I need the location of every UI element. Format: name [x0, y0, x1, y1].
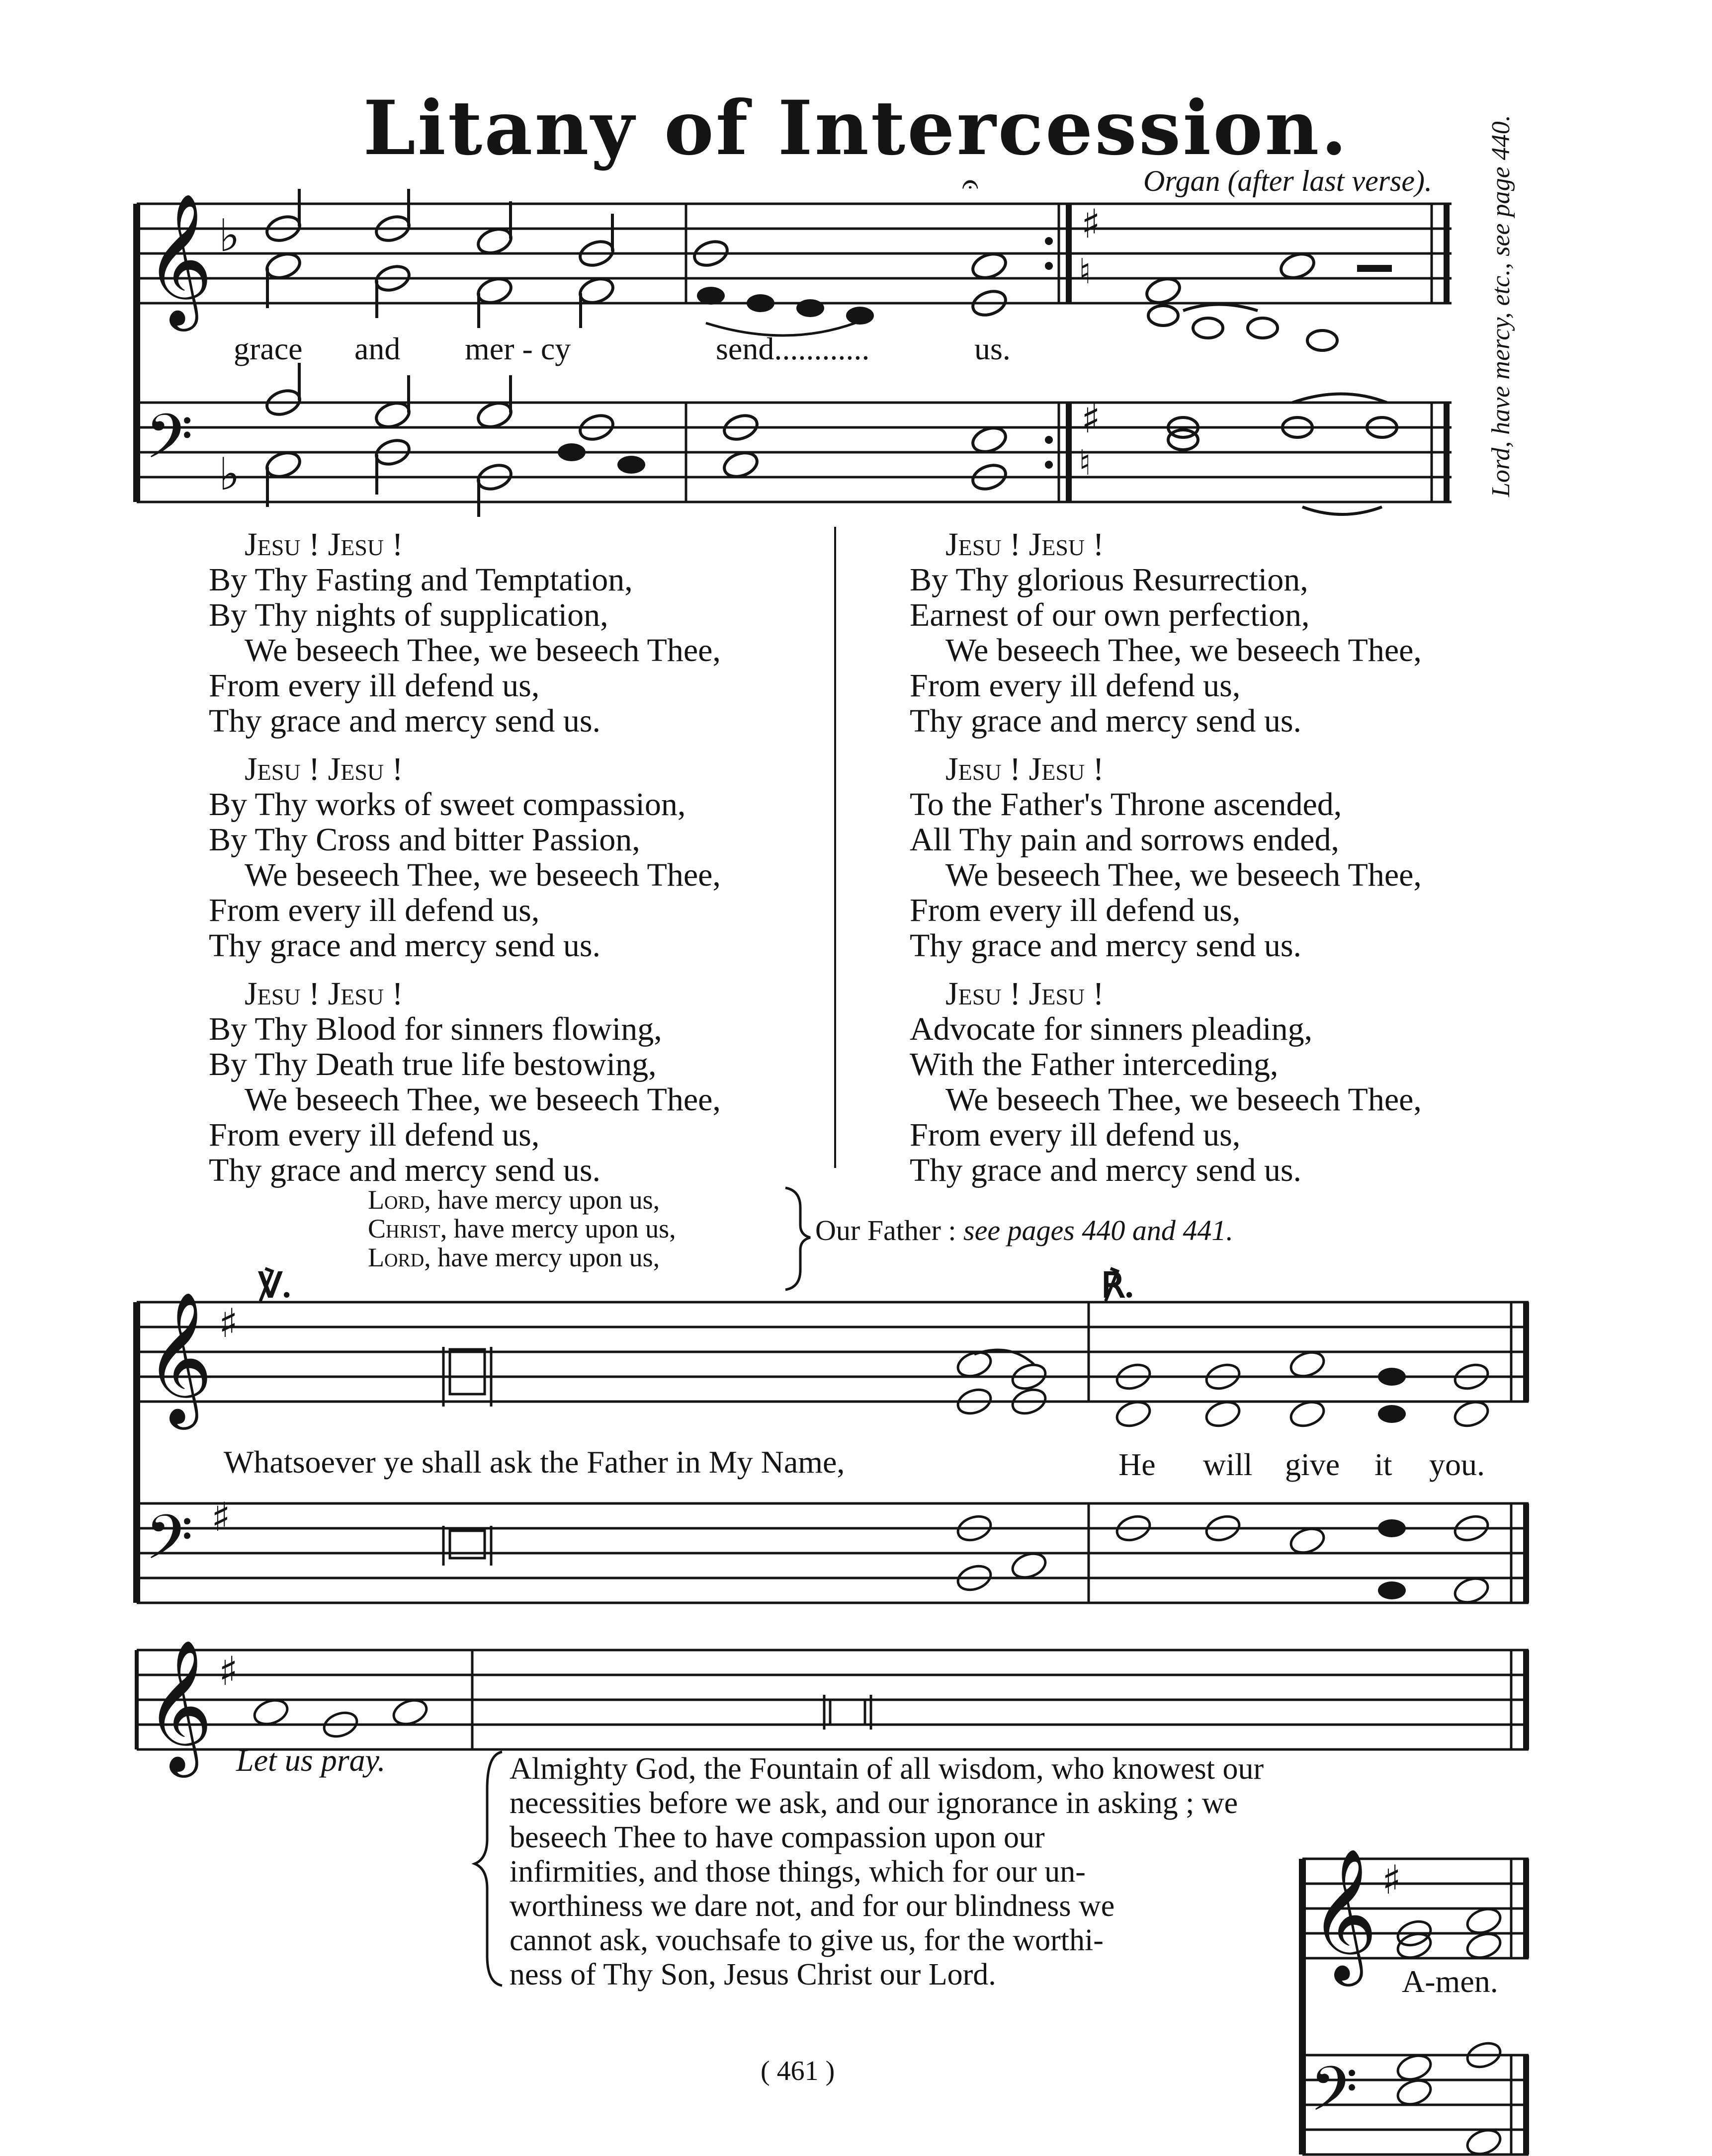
svg-text:♯: ♯: [1081, 396, 1101, 442]
svg-text:♭: ♭: [219, 210, 240, 262]
svg-text:♮: ♮: [1079, 442, 1092, 483]
page-number: ( 461 ): [761, 2056, 835, 2086]
verse-right-3: Jesu ! Jesu ! Advocate for sinners pleading, With the Father interceding, We beseech Thee, we beseech Thee, From every ill defend us, Thy grace and mercy send us.: [910, 976, 1422, 1188]
kyrie-block: Lord, have mercy upon us, Christ, have mercy upon us, Lord, have mercy upon us,: [368, 1185, 676, 1272]
svg-text:𝄢: 𝄢: [145, 1502, 193, 1588]
bass-clef-icon: 𝄢: [145, 401, 193, 488]
lyric-4: send............: [716, 331, 870, 366]
response-word-4: it: [1374, 1447, 1392, 1482]
verses-right: [910, 527, 1422, 1188]
verse-left-1: Jesu ! Jesu ! By Thy Fasting and Temptation, By Thy nights of supplication, We beseech Thee, we beseech Thee, From every ill defend us, Thy grace and mercy send us.: [209, 526, 721, 739]
response-word-5: you.: [1429, 1447, 1485, 1482]
organ-note: Organ (after last verse).: [1143, 165, 1433, 197]
lyric-5: us.: [974, 331, 1011, 366]
verse-right-2: Jesu ! Jesu ! To the Father's Throne ascended, All Thy pain and sorrows ended, We beseech Thee, we beseech Thee, From every ill defend us, Thy grace and mercy send us.: [910, 751, 1422, 964]
versicle-symbol: ℣.: [258, 1267, 291, 1305]
response-word-3: give: [1285, 1447, 1340, 1482]
verses-left: [209, 527, 721, 1188]
lyric-3: mer - cy: [465, 331, 571, 366]
amen-text: A-men.: [1402, 1964, 1498, 1999]
svg-text:𝄞: 𝄞: [1310, 1848, 1377, 1981]
system1-bass-staff: [137, 403, 1452, 502]
lyric-2: and: [354, 331, 401, 366]
svg-text:𝄢: 𝄢: [1310, 2054, 1358, 2140]
response-word-1: He: [1118, 1447, 1156, 1482]
treble-clef-icon: 𝄞: [145, 193, 213, 326]
svg-text:𝄞: 𝄞: [145, 1291, 213, 1424]
svg-text:𝄐: 𝄐: [962, 166, 979, 201]
svg-text:♯: ♯: [211, 1494, 231, 1540]
svg-text:♮: ♮: [1079, 251, 1092, 292]
lyric-1: grace: [234, 331, 303, 366]
let-us-pray: Let us pray.: [236, 1742, 386, 1778]
system1-treble-staff: [137, 204, 1452, 303]
page-title: Litany of Intercession.: [363, 84, 1349, 172]
svg-text:♯: ♯: [219, 1300, 238, 1346]
response-symbol: ℟.: [1101, 1267, 1134, 1305]
side-note: Lord, have mercy, etc., see page 440.: [1487, 115, 1515, 497]
svg-text:♯: ♯: [1081, 201, 1101, 247]
svg-text:𝄞: 𝄞: [145, 1639, 213, 1772]
svg-text:♯: ♯: [219, 1648, 238, 1694]
prayer-text: Almighty God, the Fountain of all wisdom, who knowest our necessities before we ask, and our ignorance in asking ; we beseech Thee to have compassion upon our infirmities, and those things, which for our un- worthiness we dare not, and for our blindness we cannot ask, vouchsafe to give us, for the worthi- ness of Thy Son, Jesus Christ our Lord.: [510, 1752, 1264, 1991]
versicle-text: Whatsoever ye shall ask the Father in My Name,: [224, 1444, 845, 1480]
verse-right-1: Jesu ! Jesu ! By Thy glorious Resurrection, Earnest of our own perfection, We beseech Thee, we beseech Thee, From every ill defend us, Thy grace and mercy send us.: [910, 526, 1422, 739]
response-word-2: will: [1203, 1447, 1253, 1482]
svg-text:♯: ♯: [1382, 1857, 1401, 1903]
verse-left-2: Jesu ! Jesu ! By Thy works of sweet compassion, By Thy Cross and bitter Passion, We beseech Thee, we beseech Thee, From every ill defend us, Thy grace and mercy send us.: [209, 751, 721, 964]
verse-left-3: Jesu ! Jesu ! By Thy Blood for sinners flowing, By Thy Death true life bestowing, We beseech Thee, we beseech Thee, From every ill defend us, Thy grace and mercy send us.: [209, 976, 721, 1188]
our-father-note: Our Father : see pages 440 and 441.: [815, 1214, 1233, 1246]
svg-text:♭: ♭: [219, 448, 240, 500]
